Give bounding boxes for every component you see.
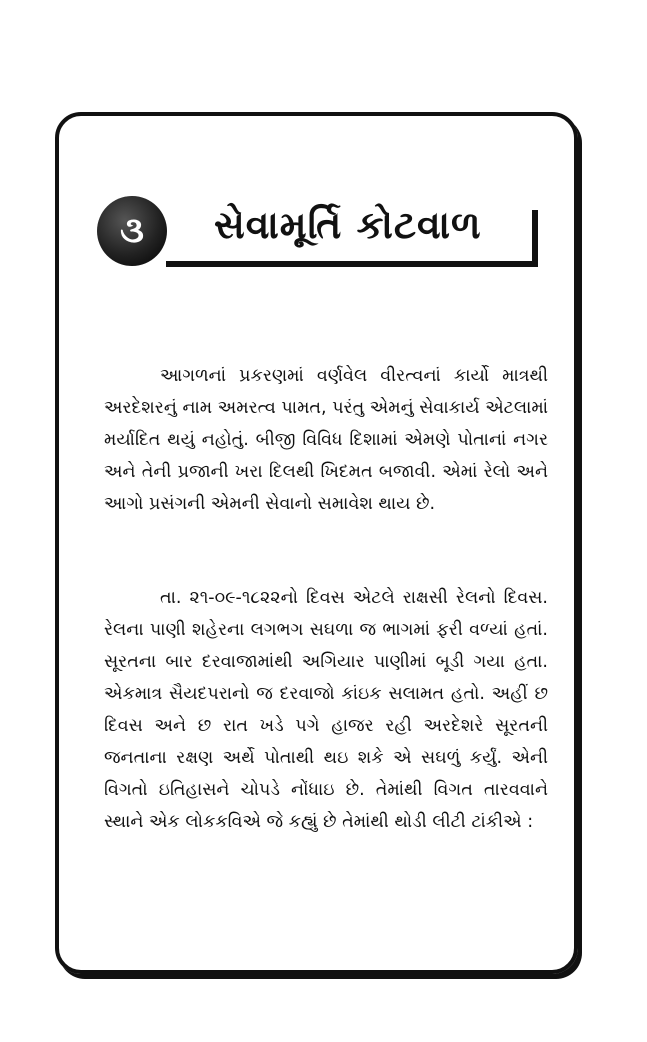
chapter-number-badge	[97, 196, 167, 266]
chapter-number: ૩	[120, 210, 144, 251]
paragraph: તા. ૨૧-૦૯-૧૮૨૨નો દિવસ એટલે રાક્ષસી રેલનો દિવસ. રેલના પાણી શહેરના લગભગ સઘળા જ ભાગમાં ફરી વળ્યાં હતાં. સૂરતના બાર દરવાજામાંથી અગિયાર પાણીમાં બૂડી ગયા હતા. એકમાત્ર સૈયદપરાનો જ દરવાજો કાંઇક સલામત હતો. અહીં છ દિવસ અને છ રાત ખડે પગે હાજર રહી અરદેશરે સૂરતની જનતાના રક્ષણ અર્થે પોતાથી થઇ શકે એ સઘળું કર્યું. એની વિગતો ઇતિહાસને ચોપડે નોંધાઇ છે. તેમાંથી વિગત તારવવાને સ્થાને એક લોકકવિએ જે કહ્યું છે તેમાંથી થોડી લીટી ટાંકીએ :	[104, 588, 548, 832]
title-underline	[166, 261, 538, 267]
chapter-title: સેવામૂર્તિ કોટવાળ	[214, 203, 482, 247]
paragraph: આગળનાં પ્રકરણમાં વર્ણવેલ વીરત્વનાં કાર્યો માત્રથી અરદેશરનું નામ અમરત્વ પામત, પરંતુ એમનું સેવાકાર્ય એટલામાં મર્યાદિત થયું નહોતું. બીજી વિવિધ દિશામાં એમણે પોતાનાં નગર અને તેની પ્રજાની ખરા દિલથી ખિદમત બજાવી. એમાં રેલો અને આગો પ્રસંગની એમની સેવાનો સમાવેશ થાય છે.	[104, 366, 548, 514]
title-bracket	[532, 210, 538, 267]
